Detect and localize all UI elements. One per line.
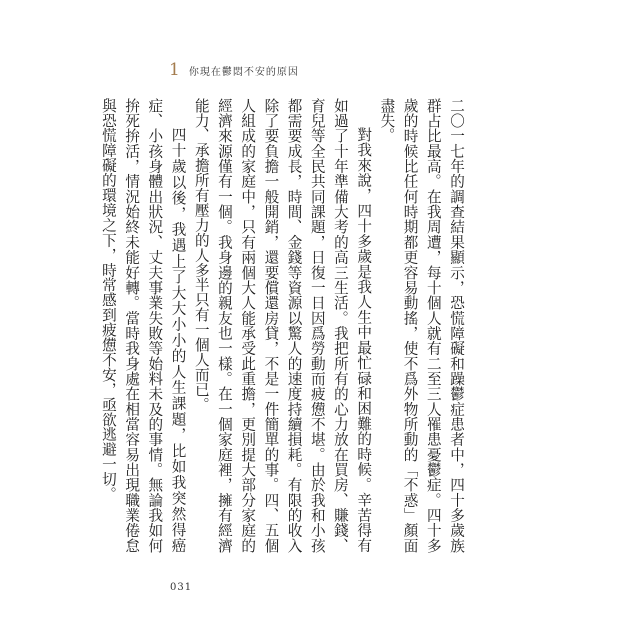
page-number: 031: [170, 582, 193, 593]
chapter-title: 你現在鬱悶不安的原因: [188, 67, 299, 78]
paragraph-1: 二〇一七年的調查結果顯示，恐慌障礙和躁鬱症患者中，四十多歲族群占比最高。在我周遭，每十個人就有二至三人罹患憂鬱症。四十多歲的時候比任何時期都更容易動搖，使不爲外物所動的「不惑」顏面盡失。: [378, 98, 465, 553]
chapter-header: [169, 62, 299, 79]
chapter-number: 1: [169, 60, 180, 80]
paragraph-3: 四十歲以後，我遇上了大大小小的人生課題，比如我突然得癌症、小孩身體出狀況、丈夫事業失敗等始料未及的事情。無論我如何拚死拚活，情況始終未能好轉。當時我身處在相當容易出現職業倦怠與恐慌障礙的環境之下，時常感到疲憊不安，亟欲逃避一切。: [99, 98, 187, 553]
body-text: [99, 98, 468, 553]
paragraph-2: 對我來說，四十多歲是我人生中最忙碌和困難的時候。辛苦得有如過了十年準備大考的高三生活。我把所有的心力放在買房、賺錢、育兒等全民共同課題，日復一日因爲勞動而疲憊不堪。由於我和小孩都需要成長，時間、金錢等資源以驚人的速度持續損耗。有限的收入除了要負擔一般開銷，還要償還房貸，不是一件簡單的事。四、五個人組成的家庭中，只有兩個大人能承受此重擔，更別提大部分家庭的經濟來源僅有一個。我身邊的親友也一樣。在一個家庭裡，擁有經濟能力、承擔所有壓力的人多半只有一個人而已。: [192, 98, 373, 553]
